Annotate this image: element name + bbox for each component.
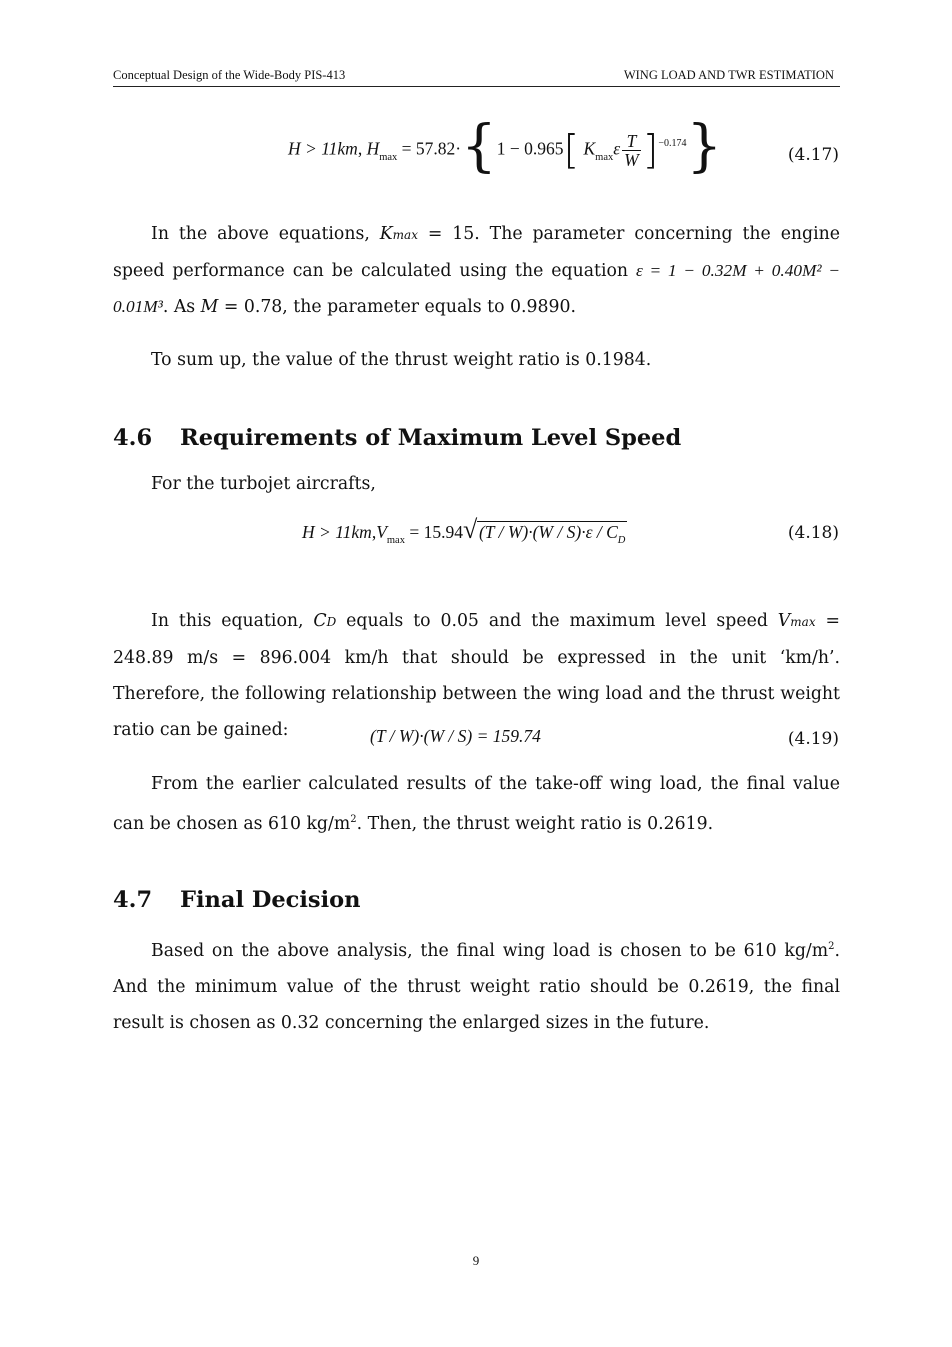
equation-number-4-18: (4.18) <box>787 523 839 543</box>
eq417-h-sub: max <box>379 151 398 163</box>
eq417-k: K <box>583 138 596 159</box>
equation-number-4-17: (4.17) <box>787 145 839 165</box>
eq417-denominator: W <box>624 150 639 170</box>
paragraph-takeoff-wing-load: From the earlier calculated results of the take-off wing load, the final value can be chosen as 610 $kg/m^2$. Then, the thrust weight ratio is 0.2619. <box>113 774 840 834</box>
paragraph-turbojet: For the turbojet aircrafts, <box>151 474 376 494</box>
eq417-exponent: −0.174 <box>658 137 687 149</box>
paragraph-cd-vmax: In this equation, CD equals to 0.05 and the maximum level speed Vmax = 248.89 m/s = 896.004 km/h that should be expressed in the unit ‘km/h’. Therefore, the following relationship between the wing load and the thrust weight ratio can be gained: <box>113 611 840 740</box>
eq417-k-sub: max <box>595 151 614 163</box>
eq417-epsilon: ε <box>613 138 621 159</box>
eq417-constant: = 57.82· <box>401 138 462 159</box>
eq417-km: km <box>337 138 358 159</box>
page-header <box>113 66 840 87</box>
eq417-fraction <box>622 132 641 169</box>
eq417-left-brace: { <box>461 114 497 179</box>
equation-4-18: $H > 11km,V_{max} = 15.94$ √ $(T / W)\cdot(W / S)\cdot\varepsilon / C_D$ <box>302 515 626 546</box>
paragraph-kmax: In the above equations, Kmax = 15. The parameter concerning the engine speed performance can be calculated using the equation ε = 1 − 0.32M + 0.40M² − 0.01M³. As M = 0.78, the parameter equals to 0.9890. <box>113 224 841 317</box>
header-document-title: Conceptual Design of the Wide-Body PIS-413 <box>113 68 346 82</box>
kmax-symbol: K <box>379 224 393 244</box>
eq417-left-bracket: [ <box>563 127 580 174</box>
eq417-condition: H > 11 <box>288 138 338 159</box>
paragraph-summary: To sum up, the value of the thrust weight ratio is 0.1984. <box>151 350 652 370</box>
eq417-inner: 1 − 0.965 <box>496 138 564 159</box>
section-heading-4-6: 4.6 Requirements of Maximum Level Speed <box>113 425 682 451</box>
header-chapter-title: WING LOAD AND TWR ESTIMATION <box>623 68 834 82</box>
paragraph-final-decision: Based on the above analysis, the final wing load is chosen to be 610 $kg/m^2$. And the minimum value of the thrust weight ratio should be 0.2619, the final result is chosen as 0.32 concerning the enlarged sizes in the future. <box>113 940 840 1033</box>
eq417-right-brace: } <box>686 114 723 179</box>
equation-number-4-19: (4.19) <box>787 729 839 749</box>
section-heading-4-7: 4.7 Final Decision <box>113 887 361 913</box>
epsilon-equation: ε = 1 − 0.32M + 0.40M² − 0.01M³ <box>113 261 841 316</box>
page-number: 9 <box>472 1253 480 1268</box>
eq417-numerator: T <box>622 132 641 151</box>
eq418-square-root: √ $(T / W)\cdot(W / S)\cdot\varepsilon / C_D$ <box>462 515 626 546</box>
equation-4-17: H > 11km, $H_{max} = 57.82\cdot\{1 - 0.965$[ $K_{max}\varepsilon$ $\frac{T}{W}$ ]$^{-0.174}$} <box>288 114 723 179</box>
eq417-right-bracket: ] <box>642 127 659 174</box>
eq417-h: H <box>366 138 380 159</box>
equation-4-19: (T / W)·(W / S) = 159.74 <box>370 726 541 746</box>
